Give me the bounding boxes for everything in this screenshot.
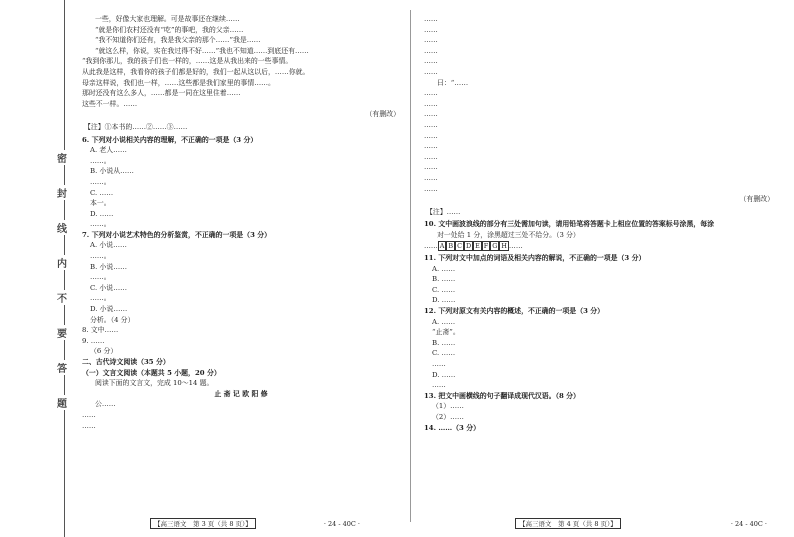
binding-char: 题: [54, 395, 70, 410]
text-line: 【注】……: [426, 207, 461, 216]
text-line: ……: [424, 173, 438, 182]
right-column: [424, 14, 774, 433]
text-line: “我到你那儿，我的孩子们也一样的，……这是从我出来的一些事情。: [82, 57, 293, 66]
text-line: ……: [424, 184, 438, 193]
page-label-right: 【高三语文 第 4 页（共 8 页）】: [515, 518, 621, 529]
left-column: [82, 14, 400, 431]
text-line: A. ……: [432, 317, 456, 326]
text-line: ……: [424, 36, 438, 45]
text-line: 阅读下面的文言文，完成 10～14 题。: [95, 379, 214, 388]
text-line: “止斋”。: [432, 328, 460, 337]
text-line: 曰：“……: [437, 78, 469, 87]
text-line: C. ……: [90, 188, 114, 197]
text-line: 对一处给 1 分，涂黑超过三处不给分。（3 分）: [437, 230, 580, 239]
text-line: 一些，好像大家也理解。可是故事还在继续……: [95, 15, 240, 23]
text-line: ……: [424, 131, 438, 140]
text-line: ……。: [90, 220, 111, 229]
text-line: B. 小说……: [90, 262, 128, 271]
text-line: （1）……: [432, 402, 464, 411]
text-line: 本一。: [90, 199, 111, 208]
text-line: C. ……: [432, 349, 456, 358]
text-line: ……: [424, 163, 438, 172]
paper-code-left: · 24 - 40C ·: [323, 520, 360, 528]
text-line: ……: [424, 89, 438, 98]
text-line: D. ……: [432, 370, 456, 379]
text-line: ……: [424, 152, 438, 161]
text-line: “我不知道你们还有，我是我父亲的那个……”我是……: [95, 36, 261, 45]
text-line: D. ……: [90, 209, 114, 218]
punct-option-box[interactable]: E: [475, 242, 480, 251]
text-line: ……: [424, 110, 438, 119]
punct-option-box[interactable]: F: [483, 242, 489, 251]
text-line: ……。: [90, 156, 111, 165]
text-line: （有删改）: [739, 195, 774, 204]
text-line: A. 老人……: [90, 146, 127, 155]
text-line: 母亲这样说，我们也一样，……这些都是我们家里的事情……。: [82, 78, 275, 87]
binding-char: 封: [54, 185, 70, 200]
text-line: D. ……: [432, 296, 456, 305]
text-line: 6. 下列对小说相关内容的理解，不正确的一项是（3 分）: [82, 135, 258, 144]
text-line: 10. 文中画波浪线的部分有三处需加句读，请用铅笔将答题卡上相应位置的答案标号涂黑，每涂: [424, 220, 715, 229]
text-line: 12. 下列对原文有关内容的概述，不正确的一项是（3 分）: [424, 307, 605, 316]
binding-char: 不: [54, 290, 70, 305]
text-line: ……: [424, 99, 438, 108]
text-line: 分析。（4 分）: [90, 315, 135, 324]
text-line: ……。: [90, 294, 111, 303]
text-line: B. ……: [432, 338, 456, 347]
text-line: ……: [432, 360, 446, 368]
binding-char: 答: [54, 360, 70, 375]
text-line: （一）文言文阅读（本题共 5 小题，20 分）: [82, 368, 221, 377]
punct-suffix: ……: [508, 242, 523, 251]
binding-char: 内: [54, 255, 70, 270]
column-divider: [410, 10, 411, 522]
footer-left: [150, 518, 360, 529]
text-line: 那时还没有这么多人，……都是一同在这里住着……: [82, 89, 241, 98]
text-line: ……: [424, 57, 438, 66]
text-line: ……: [424, 142, 438, 151]
text-line: 二、古代诗文阅读（35 分）: [82, 358, 170, 366]
text-line: C. 小说……: [90, 283, 127, 292]
paper-code-right: · 24 - 40C ·: [730, 520, 767, 528]
punct-option-box[interactable]: A: [439, 242, 445, 251]
text-line: （有删改）: [365, 110, 400, 119]
text-line: A. ……: [432, 264, 456, 273]
text-line: D. 小说……: [90, 305, 128, 314]
punct-option-box[interactable]: D: [466, 242, 472, 251]
text-line: 11. 下列对文中加点的词语及相关内容的解说，不正确的一项是（3 分）: [424, 254, 646, 263]
text-line: C. ……: [432, 285, 456, 294]
text-line: ……: [82, 421, 96, 430]
text-line: ……: [82, 410, 96, 419]
text-line: 7. 下列对小说艺术特色的分析鉴赏，不正确的一项是（3 分）: [82, 230, 272, 239]
text-line: 【注】①本书的……②……③……: [84, 122, 188, 131]
binding-char: 要: [54, 325, 70, 340]
text-line: 14. ……（3 分）: [424, 423, 481, 432]
punct-option-box[interactable]: H: [501, 242, 507, 251]
text-line: 公……: [95, 400, 116, 409]
text-line: 从此我是这样，我看你的孩子们都是好的，我们一起从这以后，……你就。: [82, 67, 310, 76]
punctuation-question-box: [424, 241, 774, 252]
text-line: 8. 文中……: [82, 326, 119, 335]
text-line: 13. 把文中画横线的句子翻译成现代汉语。（8 分）: [424, 391, 580, 400]
text-line: （2）……: [432, 412, 464, 421]
binding-margin: [52, 0, 74, 537]
text-line: ……。: [90, 177, 111, 186]
page-label-left: 【高三语文 第 3 页（共 8 页）】: [150, 518, 256, 529]
binding-char: 线: [54, 220, 70, 235]
text-line: ……: [424, 120, 438, 129]
text-line: 9. ……: [82, 336, 105, 345]
punct-prefix: ……: [424, 242, 438, 251]
text-line: ……: [424, 67, 438, 76]
text-line: ……: [424, 15, 438, 23]
binding-char: 密: [54, 150, 70, 165]
text-line: B. ……: [432, 275, 456, 284]
punct-option-box[interactable]: B: [448, 242, 454, 251]
text-line: ……。: [90, 252, 111, 261]
punct-option-box[interactable]: C: [457, 242, 462, 251]
text-line: “就这么样，你说，实在我过得不好……”我也不知道……到底还有……: [95, 46, 309, 55]
footer-right: [515, 518, 767, 529]
text-line: “就是你们农村还没有“吃”的事吧，我的父亲……: [95, 25, 244, 34]
text-line: ……: [432, 381, 446, 390]
text-line: （6 分）: [90, 347, 118, 356]
text-line: ……。: [90, 273, 111, 282]
text-line: ……: [424, 46, 438, 55]
text-line: 止 斋 记 欧 阳 修: [214, 389, 268, 398]
text-line: B. 小说从……: [90, 167, 134, 176]
text-line: A. 小说……: [90, 241, 127, 250]
text-line: ……: [424, 25, 438, 34]
punct-option-box[interactable]: G: [492, 242, 498, 251]
text-line: 这些不一样。……: [82, 99, 138, 108]
